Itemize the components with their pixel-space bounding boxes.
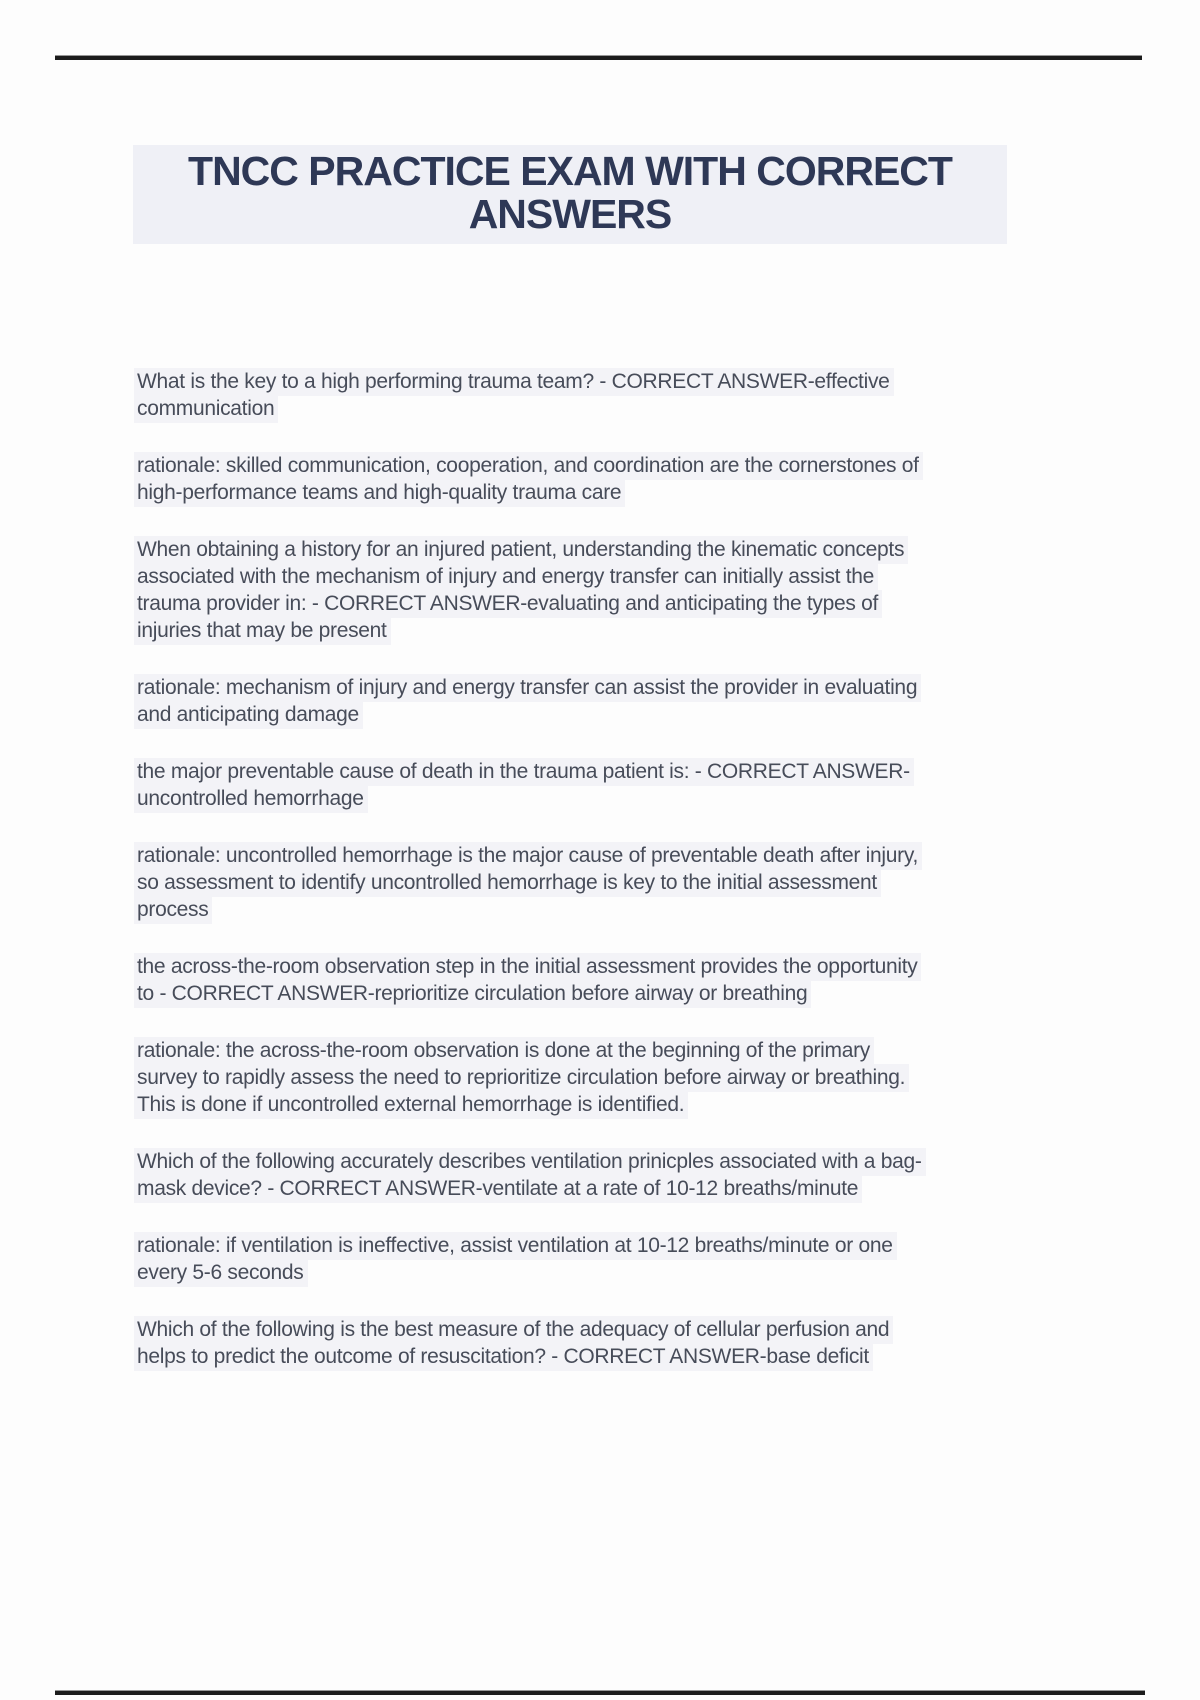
text-line: the major preventable cause of death in the trauma patient is: - CORRECT ANSWER- <box>134 758 1034 785</box>
rationale-paragraph-2 <box>134 674 1034 728</box>
document-title-line-2: ANSWERS <box>468 191 672 237</box>
text-line: the across-the-room observation step in the initial assessment provides the opportunity <box>134 953 1034 980</box>
rationale-paragraph-3 <box>134 842 1034 923</box>
bottom-divider-rule <box>55 1690 1145 1695</box>
document-title-box <box>133 145 1007 244</box>
text-line: and anticipating damage <box>134 701 1034 728</box>
text-line: trauma provider in: - CORRECT ANSWER-evaluating and anticipating the types of <box>134 590 1034 617</box>
text-line: rationale: if ventilation is ineffective, assist ventilation at 10-12 breaths/minute or one <box>134 1232 1034 1259</box>
rationale-paragraph-4 <box>134 1037 1034 1118</box>
question-paragraph-3 <box>134 758 1034 812</box>
text-line: rationale: skilled communication, cooperation, and coordination are the cornerstones of <box>134 452 1034 479</box>
text-line: When obtaining a history for an injured patient, understanding the kinematic concepts <box>134 536 1034 563</box>
rationale-paragraph-1 <box>134 452 1034 506</box>
text-line: rationale: mechanism of injury and energy transfer can assist the provider in evaluating <box>134 674 1034 701</box>
text-line: uncontrolled hemorrhage <box>134 785 1034 812</box>
question-paragraph-2 <box>134 536 1034 644</box>
question-paragraph-1 <box>134 368 1034 422</box>
question-paragraph-4 <box>134 953 1034 1007</box>
text-line: to - CORRECT ANSWER-reprioritize circulation before airway or breathing <box>134 980 1034 1007</box>
text-line: injuries that may be present <box>134 617 1034 644</box>
question-paragraph-6 <box>134 1316 1034 1370</box>
text-line: associated with the mechanism of injury and energy transfer can initially assist the <box>134 563 1034 590</box>
text-line: This is done if uncontrolled external hemorrhage is identified. <box>134 1091 1034 1118</box>
document-body <box>134 368 1034 1400</box>
text-line: helps to predict the outcome of resuscitation? - CORRECT ANSWER-base deficit <box>134 1343 1034 1370</box>
text-line: high-performance teams and high-quality trauma care <box>134 479 1034 506</box>
rationale-paragraph-5 <box>134 1232 1034 1286</box>
text-line: every 5-6 seconds <box>134 1259 1034 1286</box>
text-line: survey to rapidly assess the need to reprioritize circulation before airway or breathing. <box>134 1064 1034 1091</box>
top-divider-rule <box>55 55 1142 60</box>
text-line: rationale: the across-the-room observation is done at the beginning of the primary <box>134 1037 1034 1064</box>
document-title-line-1: TNCC PRACTICE EXAM WITH CORRECT <box>188 148 952 194</box>
text-line: process <box>134 896 1034 923</box>
text-line: mask device? - CORRECT ANSWER-ventilate at a rate of 10-12 breaths/minute <box>134 1175 1034 1202</box>
text-line: What is the key to a high performing trauma team? - CORRECT ANSWER-effective <box>134 368 1034 395</box>
text-line: communication <box>134 395 1034 422</box>
text-line: so assessment to identify uncontrolled hemorrhage is key to the initial assessment <box>134 869 1034 896</box>
text-line: Which of the following is the best measure of the adequacy of cellular perfusion and <box>134 1316 1034 1343</box>
text-line: rationale: uncontrolled hemorrhage is the major cause of preventable death after injury, <box>134 842 1034 869</box>
text-line: Which of the following accurately describes ventilation prinicples associated with a bag- <box>134 1148 1034 1175</box>
question-paragraph-5 <box>134 1148 1034 1202</box>
